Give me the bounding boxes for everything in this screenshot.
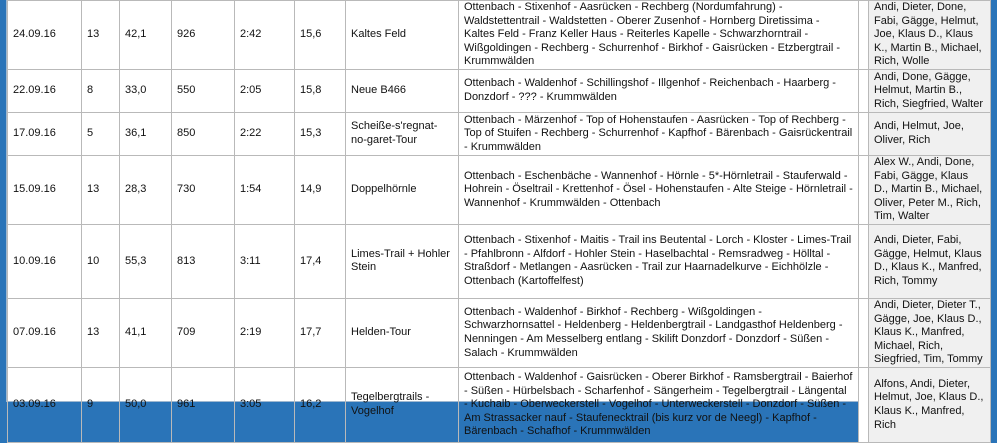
average-speed: 15,8 <box>295 69 346 112</box>
elevation-m: 709 <box>172 298 235 367</box>
rider-list: Andi, Dieter, Dieter T., Gägge, Joe, Klaus D., Klaus K., Manfred, Michael, Rich, Siegfried, Tim, Tommy <box>869 298 991 367</box>
table-row <box>8 367 991 442</box>
tour-date: 24.09.16 <box>8 1 82 70</box>
elevation-m: 813 <box>172 224 235 298</box>
tour-route: Ottenbach - Stixenhof - Maitis - Trail ins Beutental - Lorch - Kloster - Limes-Trail - Pfahlbronn - Alfdorf - Hohler Stein - Haselbachtal - Remsradweg - Hölltal - Straßdorf - Metlangen - Aasrücken - Trail zur Haarnadelkurve - Eichhölzle - Ottenbach (Kartoffelfest) <box>459 224 859 298</box>
distance-km: 41,1 <box>120 298 172 367</box>
table-row <box>8 69 991 112</box>
average-speed: 14,9 <box>295 155 346 224</box>
table-row <box>8 155 991 224</box>
rider-list: Alex W., Andi, Done, Fabi, Gägge, Klaus D., Martin B., Michael, Oliver, Peter M., Rich, Tim, Walter <box>869 155 991 224</box>
tour-route: Ottenbach - Waldenhof - Birkhof - Rechberg - Wißgoldingen - Schwarzhornsattel - Heldenberg - Heldenbergtrail - Landgasthof Heldenberg - Nenningen - Am Messelberg entlang - Skilift Donzdorf - Donzdorf - Süßen - Salach - Krummwälden <box>459 298 859 367</box>
average-speed: 17,4 <box>295 224 346 298</box>
tour-log-table <box>7 0 991 443</box>
column-gap <box>859 224 869 298</box>
table-row <box>8 112 991 155</box>
tour-date: 03.09.16 <box>8 367 82 442</box>
column-gap <box>859 298 869 367</box>
tour-route: Ottenbach - Stixenhof - Aasrücken - Rechberg (Nordumfahrung) - Waldstettentrail - Waldstetten - Oberer Zusenhof - Hornberg Diretissima - Kaltes Feld - Franz Keller Haus - Reiterles Kapelle - Schwarzhorntrail - Wißgoldingen - Rechberg - Schurrenhof - Birkhof - Gaisrücken - Etzbergtrail - Krummwälden <box>459 1 859 70</box>
participant-count: 13 <box>82 1 120 70</box>
average-speed: 17,7 <box>295 298 346 367</box>
column-gap <box>859 367 869 442</box>
ride-duration: 2:19 <box>235 298 295 367</box>
elevation-m: 850 <box>172 112 235 155</box>
participant-count: 5 <box>82 112 120 155</box>
column-gap <box>859 112 869 155</box>
tour-date: 17.09.16 <box>8 112 82 155</box>
tour-name: Helden-Tour <box>346 298 459 367</box>
tour-log-panel <box>7 0 990 438</box>
ride-duration: 3:11 <box>235 224 295 298</box>
participant-count: 13 <box>82 155 120 224</box>
participant-count: 10 <box>82 224 120 298</box>
tour-name: Limes-Trail + Hohler Stein <box>346 224 459 298</box>
tour-name: Tegelbergtrails - Vogelhof <box>346 367 459 442</box>
tour-route: Ottenbach - Eschenbäche - Wannenhof - Hörnle - 5*-Hörnletrail - Stauferwald - Hohrein - Öseltrail - Krettenhof - Ösel - Hohenstaufen - Alte Steige - Hörnletrail - Wannenhof - Krummwälden - Ottenbach <box>459 155 859 224</box>
column-gap <box>859 1 869 70</box>
table-row <box>8 1 991 70</box>
column-gap <box>859 155 869 224</box>
tour-date: 22.09.16 <box>8 69 82 112</box>
rider-list: Andi, Helmut, Joe, Oliver, Rich <box>869 112 991 155</box>
ride-duration: 2:05 <box>235 69 295 112</box>
average-speed: 15,3 <box>295 112 346 155</box>
tour-route: Ottenbach - Waldenhof - Schillingshof - Illgenhof - Reichenbach - Haarberg - Donzdorf - ??? - Krummwälden <box>459 69 859 112</box>
tour-name: Kaltes Feld <box>346 1 459 70</box>
tour-name: Neue B466 <box>346 69 459 112</box>
ride-duration: 2:42 <box>235 1 295 70</box>
participant-count: 13 <box>82 298 120 367</box>
rider-list: Andi, Dieter, Fabi, Gägge, Helmut, Klaus D., Klaus K., Manfred, Rich, Tommy <box>869 224 991 298</box>
tour-date: 07.09.16 <box>8 298 82 367</box>
ride-duration: 1:54 <box>235 155 295 224</box>
distance-km: 28,3 <box>120 155 172 224</box>
elevation-m: 730 <box>172 155 235 224</box>
table-row <box>8 224 991 298</box>
tour-date: 10.09.16 <box>8 224 82 298</box>
column-gap <box>859 69 869 112</box>
tour-route: Ottenbach - Waldenhof - Gaisrücken - Oberer Birkhof - Ramsbergtrail - Baierhof - Süßen - Hürbelsbach - Scharfenhof - Sängerheim - Tegelbergtrail - Längental - Kuchalb - Oberweckerstell - Vogelhof - Unterweckerstell - Donzdorf - Süßen - Am Strassacker nauf - Staufenecktrail (bis kurz vor de Neegl) - Kapfhof - Bärenbach - Schafhof - Krummwälden <box>459 367 859 442</box>
average-speed: 16,2 <box>295 367 346 442</box>
tour-route: Ottenbach - Märzenhof - Top of Hohenstaufen - Aasrücken - Top of Rechberg - Top of Stuifen - Rechberg - Schurrenhof - Kapfhof - Bärenbach - Gaisrückentrail - Krummwälden <box>459 112 859 155</box>
participant-count: 8 <box>82 69 120 112</box>
elevation-m: 550 <box>172 69 235 112</box>
tour-name: Scheiße-s'regnat-no-garet-Tour <box>346 112 459 155</box>
ride-duration: 3:05 <box>235 367 295 442</box>
distance-km: 50,0 <box>120 367 172 442</box>
rider-list: Andi, Done, Gägge, Helmut, Martin B., Rich, Siegfried, Walter <box>869 69 991 112</box>
distance-km: 36,1 <box>120 112 172 155</box>
table-row <box>8 298 991 367</box>
ride-duration: 2:22 <box>235 112 295 155</box>
elevation-m: 926 <box>172 1 235 70</box>
distance-km: 55,3 <box>120 224 172 298</box>
rider-list: Andi, Dieter, Done, Fabi, Gägge, Helmut, Joe, Klaus D., Klaus K., Martin B., Michael, Rich, Wolle <box>869 1 991 70</box>
distance-km: 42,1 <box>120 1 172 70</box>
rider-list: Alfons, Andi, Dieter, Helmut, Joe, Klaus D., Klaus K., Manfred, Rich <box>869 367 991 442</box>
participant-count: 9 <box>82 367 120 442</box>
elevation-m: 961 <box>172 367 235 442</box>
tour-date: 15.09.16 <box>8 155 82 224</box>
tour-name: Doppelhörnle <box>346 155 459 224</box>
average-speed: 15,6 <box>295 1 346 70</box>
distance-km: 33,0 <box>120 69 172 112</box>
